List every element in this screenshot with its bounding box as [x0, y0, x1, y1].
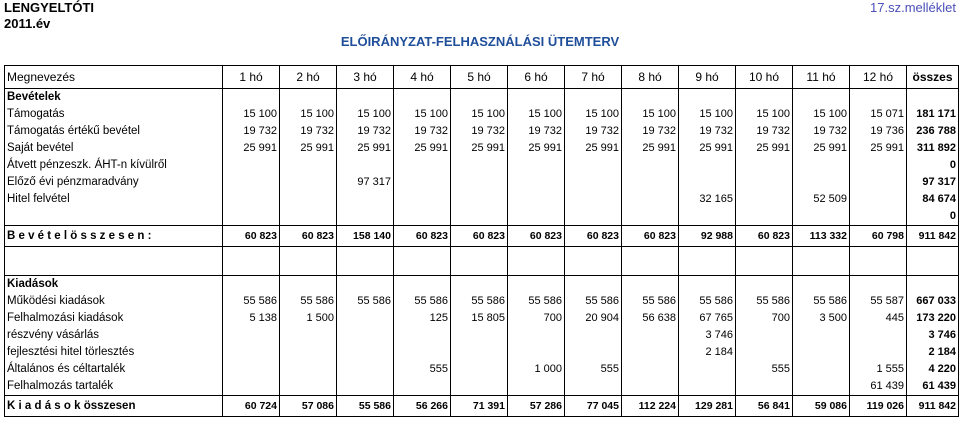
empty-cell	[451, 89, 508, 107]
cell-value: 19 732	[565, 123, 622, 140]
total-value: 92 988	[679, 226, 736, 247]
empty-cell	[451, 276, 508, 294]
row-total: 97 317	[907, 174, 959, 191]
document-header	[4, 0, 94, 32]
empty-cell	[679, 89, 736, 107]
cell-value	[793, 361, 850, 378]
total-value: 60 823	[622, 226, 679, 247]
cell-value	[280, 157, 337, 174]
total-value: 911 842	[907, 396, 959, 417]
cell-value	[337, 208, 394, 226]
cell-value	[508, 378, 565, 396]
empty-cell	[280, 89, 337, 107]
cell-value: 15 100	[736, 106, 793, 123]
cell-value	[679, 208, 736, 226]
cell-value	[508, 327, 565, 344]
cell-value	[565, 327, 622, 344]
cell-value	[679, 361, 736, 378]
empty-cell	[508, 247, 565, 276]
cell-value	[736, 327, 793, 344]
row-total: 4 220	[907, 361, 959, 378]
cell-value	[622, 157, 679, 174]
total-value: 911 842	[907, 226, 959, 247]
cell-value	[337, 344, 394, 361]
row-total: 84 674	[907, 191, 959, 208]
empty-cell	[907, 276, 959, 294]
table-row	[5, 310, 959, 327]
cell-value	[451, 208, 508, 226]
cell-value	[793, 344, 850, 361]
cell-value: 55 586	[679, 293, 736, 310]
cell-value: 1 000	[508, 361, 565, 378]
total-label: B e v é t e l ö s s z e s e n :	[5, 226, 223, 247]
cell-value	[850, 327, 907, 344]
cell-value: 55 586	[622, 293, 679, 310]
empty-cell	[508, 276, 565, 294]
empty-cell	[622, 247, 679, 276]
cell-value: 55 586	[508, 293, 565, 310]
cell-value	[394, 327, 451, 344]
table-row	[5, 361, 959, 378]
cell-value: 97 317	[337, 174, 394, 191]
column-header-label: Megnevezés	[5, 66, 223, 89]
cell-value: 19 732	[508, 123, 565, 140]
cell-value: 55 586	[394, 293, 451, 310]
row-total: 61 439	[907, 378, 959, 396]
cell-value	[565, 191, 622, 208]
table-row	[5, 208, 959, 226]
cell-value	[850, 208, 907, 226]
row-label	[5, 208, 223, 226]
cell-value	[394, 157, 451, 174]
empty-cell	[622, 276, 679, 294]
empty-cell	[394, 89, 451, 107]
empty-cell	[679, 247, 736, 276]
cell-value	[793, 174, 850, 191]
cell-value	[679, 157, 736, 174]
row-label: Támogatás	[5, 106, 223, 123]
page-title: ELŐIRÁNYZAT-FELHASZNÁLÁSI ÜTEMTERV	[340, 34, 620, 49]
cell-value	[565, 344, 622, 361]
cell-value: 25 991	[337, 140, 394, 157]
cell-value: 555	[394, 361, 451, 378]
row-total: 3 746	[907, 327, 959, 344]
cell-value: 25 991	[622, 140, 679, 157]
cell-value: 25 991	[850, 140, 907, 157]
column-header: 2 hó	[280, 66, 337, 89]
cell-value	[622, 327, 679, 344]
empty-cell	[223, 89, 280, 107]
cell-value	[223, 208, 280, 226]
empty-cell	[565, 89, 622, 107]
total-value: 59 086	[793, 396, 850, 417]
row-label: Átvett pénzeszk. ÁHT-n kívülről	[5, 157, 223, 174]
total-value: 60 823	[736, 226, 793, 247]
cell-value: 3 746	[679, 327, 736, 344]
column-header: 11 hó	[793, 66, 850, 89]
total-value: 55 586	[337, 396, 394, 417]
cell-value	[337, 157, 394, 174]
section-heading-row	[5, 89, 959, 107]
cell-value	[622, 208, 679, 226]
table-row	[5, 293, 959, 310]
cell-value	[565, 174, 622, 191]
cell-value: 32 165	[679, 191, 736, 208]
cell-value	[622, 344, 679, 361]
cell-value	[850, 344, 907, 361]
cell-value: 125	[394, 310, 451, 327]
column-header: összes	[907, 66, 959, 89]
cell-value	[280, 191, 337, 208]
column-header: 6 hó	[508, 66, 565, 89]
cell-value: 19 732	[280, 123, 337, 140]
cell-value	[223, 174, 280, 191]
row-total: 2 184	[907, 344, 959, 361]
cell-value: 55 586	[337, 293, 394, 310]
cell-value	[736, 344, 793, 361]
cell-value: 20 904	[565, 310, 622, 327]
cell-value	[793, 157, 850, 174]
cell-value: 3 500	[793, 310, 850, 327]
column-header: 3 hó	[337, 66, 394, 89]
empty-cell	[337, 276, 394, 294]
cell-value: 25 991	[280, 140, 337, 157]
cell-value	[622, 174, 679, 191]
cell-value	[793, 327, 850, 344]
cell-value	[850, 191, 907, 208]
cell-value	[394, 344, 451, 361]
total-value: 60 823	[223, 226, 280, 247]
cell-value	[736, 191, 793, 208]
cell-value	[451, 344, 508, 361]
cell-value: 1 500	[280, 310, 337, 327]
cell-value	[736, 174, 793, 191]
row-total: 173 220	[907, 310, 959, 327]
cell-value	[280, 174, 337, 191]
empty-cell	[793, 276, 850, 294]
column-header: 7 hó	[565, 66, 622, 89]
cell-value: 15 100	[679, 106, 736, 123]
cell-value	[736, 378, 793, 396]
empty-cell	[850, 247, 907, 276]
total-value: 119 026	[850, 396, 907, 417]
cell-value	[394, 208, 451, 226]
cell-value	[736, 208, 793, 226]
cell-value	[394, 191, 451, 208]
cell-value	[337, 378, 394, 396]
cell-value: 19 732	[451, 123, 508, 140]
total-value: 77 045	[565, 396, 622, 417]
row-total: 236 788	[907, 123, 959, 140]
cell-value: 56 638	[622, 310, 679, 327]
empty-cell	[565, 276, 622, 294]
empty-cell	[736, 247, 793, 276]
cell-value: 19 732	[622, 123, 679, 140]
cell-value: 555	[736, 361, 793, 378]
total-value: 60 724	[223, 396, 280, 417]
table-row	[5, 123, 959, 140]
cell-value: 61 439	[850, 378, 907, 396]
cell-value: 55 586	[736, 293, 793, 310]
cell-value: 700	[736, 310, 793, 327]
total-value: 56 266	[394, 396, 451, 417]
row-total: 0	[907, 157, 959, 174]
table-row	[5, 140, 959, 157]
budget-table-body	[5, 66, 959, 417]
cell-value: 25 991	[736, 140, 793, 157]
empty-cell	[223, 247, 280, 276]
cell-value: 55 586	[565, 293, 622, 310]
cell-value	[280, 344, 337, 361]
row-total: 181 171	[907, 106, 959, 123]
total-value: 60 823	[565, 226, 622, 247]
cell-value: 15 100	[394, 106, 451, 123]
cell-value: 15 805	[451, 310, 508, 327]
empty-cell	[793, 89, 850, 107]
cell-value: 445	[850, 310, 907, 327]
cell-value	[451, 174, 508, 191]
cell-value: 19 732	[337, 123, 394, 140]
cell-value: 25 991	[565, 140, 622, 157]
cell-value	[223, 344, 280, 361]
column-header: 8 hó	[622, 66, 679, 89]
empty-cell	[850, 89, 907, 107]
total-value: 60 798	[850, 226, 907, 247]
cell-value: 25 991	[394, 140, 451, 157]
empty-cell	[280, 276, 337, 294]
cell-value	[451, 378, 508, 396]
empty-cell	[565, 247, 622, 276]
table-header-row	[5, 66, 959, 89]
column-header: 5 hó	[451, 66, 508, 89]
cell-value: 19 732	[394, 123, 451, 140]
total-row	[5, 226, 959, 247]
cell-value	[565, 208, 622, 226]
table-row	[5, 378, 959, 396]
empty-cell	[907, 247, 959, 276]
cell-value: 25 991	[508, 140, 565, 157]
total-value: 129 281	[679, 396, 736, 417]
cell-value: 15 100	[337, 106, 394, 123]
cell-value	[280, 378, 337, 396]
table-row	[5, 327, 959, 344]
cell-value	[622, 378, 679, 396]
empty-cell	[508, 89, 565, 107]
cell-value: 15 100	[565, 106, 622, 123]
empty-cell	[337, 89, 394, 107]
cell-value	[565, 157, 622, 174]
cell-value: 55 586	[793, 293, 850, 310]
cell-value: 55 586	[451, 293, 508, 310]
cell-value: 25 991	[793, 140, 850, 157]
cell-value	[508, 208, 565, 226]
table-row	[5, 344, 959, 361]
cell-value: 55 586	[223, 293, 280, 310]
row-total: 0	[907, 208, 959, 226]
cell-value	[736, 157, 793, 174]
cell-value: 25 991	[679, 140, 736, 157]
column-header: 9 hó	[679, 66, 736, 89]
row-label: Működési kiadások	[5, 293, 223, 310]
cell-value: 19 732	[736, 123, 793, 140]
cell-value: 25 991	[451, 140, 508, 157]
cell-value	[451, 361, 508, 378]
empty-cell	[394, 247, 451, 276]
empty-cell	[5, 247, 223, 276]
cell-value	[451, 157, 508, 174]
total-value: 60 823	[508, 226, 565, 247]
empty-cell	[736, 276, 793, 294]
total-value: 158 140	[337, 226, 394, 247]
total-value: 56 841	[736, 396, 793, 417]
row-label: Általános és céltartalék	[5, 361, 223, 378]
total-value: 60 823	[451, 226, 508, 247]
section-heading: Bevételek	[5, 89, 223, 107]
column-header: 12 hó	[850, 66, 907, 89]
cell-value: 15 100	[223, 106, 280, 123]
row-total: 311 892	[907, 140, 959, 157]
cell-value	[280, 361, 337, 378]
row-label: Előző évi pénzmaradvány	[5, 174, 223, 191]
year-label: 2011.év	[4, 16, 51, 31]
cell-value: 700	[508, 310, 565, 327]
cell-value	[793, 208, 850, 226]
row-label: Felhalmozási kiadások	[5, 310, 223, 327]
cell-value	[394, 378, 451, 396]
row-label: Hitel felvétel	[5, 191, 223, 208]
cell-value	[223, 327, 280, 344]
column-header: 1 hó	[223, 66, 280, 89]
row-label: Saját bevétel	[5, 140, 223, 157]
empty-cell	[622, 89, 679, 107]
cell-value	[565, 378, 622, 396]
cell-value	[508, 191, 565, 208]
cell-value	[280, 208, 337, 226]
cell-value	[508, 157, 565, 174]
cell-value	[622, 191, 679, 208]
cell-value	[223, 191, 280, 208]
empty-cell	[850, 276, 907, 294]
section-heading-row	[5, 276, 959, 294]
cell-value	[451, 191, 508, 208]
total-value: 60 823	[394, 226, 451, 247]
cell-value	[850, 157, 907, 174]
cell-value: 55 587	[850, 293, 907, 310]
cell-value	[337, 310, 394, 327]
cell-value: 15 100	[451, 106, 508, 123]
empty-cell	[223, 276, 280, 294]
cell-value	[622, 361, 679, 378]
cell-value: 15 100	[622, 106, 679, 123]
empty-cell	[679, 276, 736, 294]
cell-value	[337, 327, 394, 344]
total-label: K i a d á s o k összesen	[5, 396, 223, 417]
cell-value	[850, 174, 907, 191]
cell-value: 15 071	[850, 106, 907, 123]
cell-value	[679, 378, 736, 396]
row-label: fejlesztési hitel törlesztés	[5, 344, 223, 361]
cell-value: 19 732	[223, 123, 280, 140]
cell-value	[508, 174, 565, 191]
column-header: 10 hó	[736, 66, 793, 89]
total-value: 57 286	[508, 396, 565, 417]
cell-value	[223, 361, 280, 378]
cell-value	[508, 344, 565, 361]
cell-value	[223, 157, 280, 174]
cell-value: 15 100	[508, 106, 565, 123]
cell-value: 15 100	[280, 106, 337, 123]
cell-value	[451, 327, 508, 344]
budget-table	[4, 65, 959, 417]
cell-value: 5 138	[223, 310, 280, 327]
total-value: 112 224	[622, 396, 679, 417]
spacer-row	[5, 247, 959, 276]
empty-cell	[736, 89, 793, 107]
empty-cell	[907, 89, 959, 107]
cell-value: 19 732	[679, 123, 736, 140]
row-label: Támogatás értékű bevétel	[5, 123, 223, 140]
cell-value: 2 184	[679, 344, 736, 361]
cell-value	[394, 174, 451, 191]
cell-value: 1 555	[850, 361, 907, 378]
cell-value: 19 736	[850, 123, 907, 140]
cell-value: 55 586	[280, 293, 337, 310]
table-row	[5, 174, 959, 191]
cell-value	[793, 378, 850, 396]
empty-cell	[394, 276, 451, 294]
cell-value	[223, 378, 280, 396]
total-value: 60 823	[280, 226, 337, 247]
cell-value	[679, 174, 736, 191]
total-value: 113 332	[793, 226, 850, 247]
total-value: 71 391	[451, 396, 508, 417]
column-header: 4 hó	[394, 66, 451, 89]
table-row	[5, 106, 959, 123]
cell-value: 15 100	[793, 106, 850, 123]
cell-value: 67 765	[679, 310, 736, 327]
cell-value: 52 509	[793, 191, 850, 208]
section-heading: Kiadások	[5, 276, 223, 294]
cell-value: 555	[565, 361, 622, 378]
total-value: 57 086	[280, 396, 337, 417]
empty-cell	[280, 247, 337, 276]
org-name: LENGYELTÓTI	[4, 0, 95, 15]
row-total: 667 033	[907, 293, 959, 310]
cell-value: 19 732	[793, 123, 850, 140]
cell-value	[280, 327, 337, 344]
cell-value: 25 991	[223, 140, 280, 157]
row-label: részvény vásárlás	[5, 327, 223, 344]
annex-label: 17.sz.melléklet	[870, 0, 956, 15]
empty-cell	[793, 247, 850, 276]
total-row	[5, 396, 959, 417]
table-row	[5, 191, 959, 208]
row-label: Felhalmozás tartalék	[5, 378, 223, 396]
cell-value	[337, 361, 394, 378]
empty-cell	[337, 247, 394, 276]
empty-cell	[451, 247, 508, 276]
table-row	[5, 157, 959, 174]
cell-value	[337, 191, 394, 208]
